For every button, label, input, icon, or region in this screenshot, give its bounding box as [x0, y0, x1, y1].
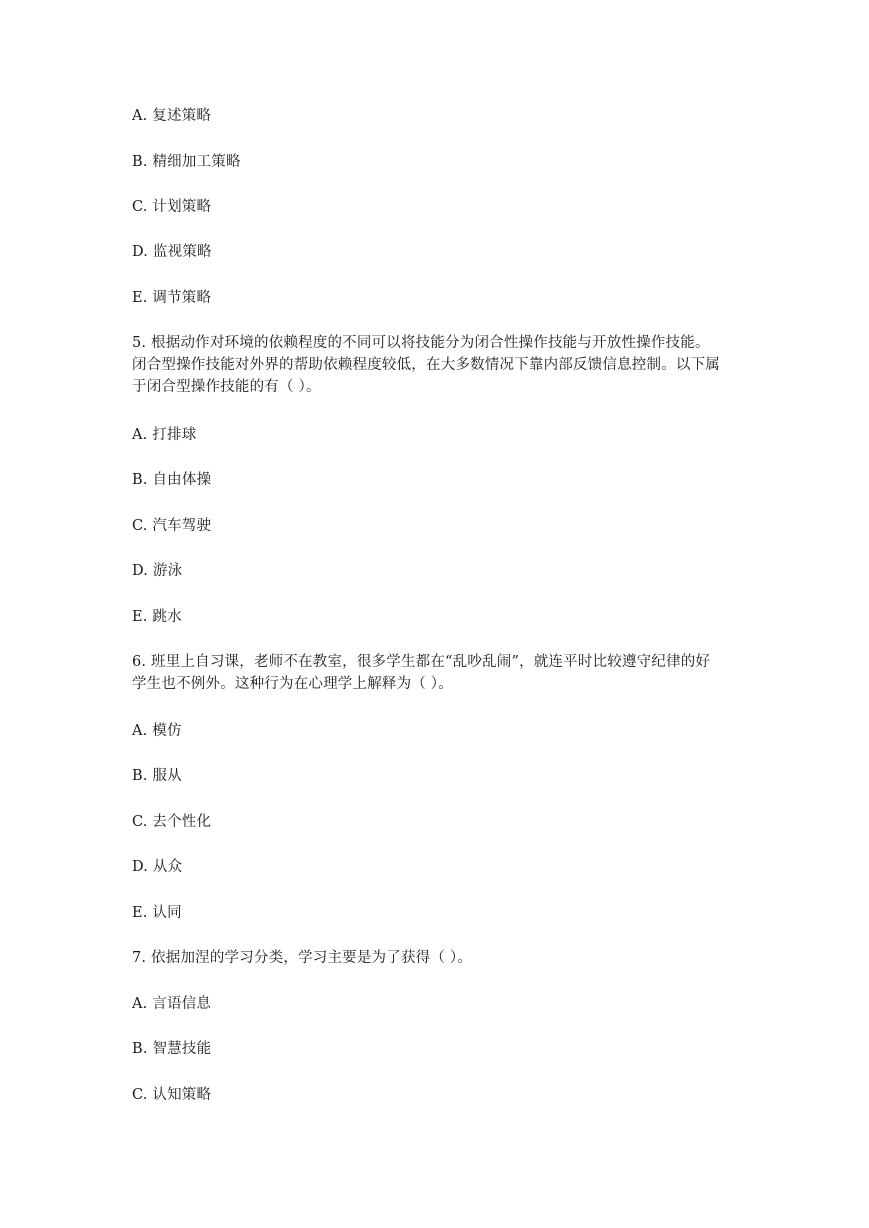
question-7-option-c: C. 认知策略 — [132, 1087, 212, 1103]
question-5 — [132, 332, 737, 398]
question-7-line-1: 7. 依据加涅的学习分类，学习主要是为了获得（ ）。 — [132, 950, 473, 966]
question-6 — [132, 651, 737, 695]
question-5-line-1: 5. 根据动作对环境的依赖程度的不同可以将技能分为闭合性操作技能与开放性操作技能。 — [132, 335, 710, 351]
option-d: D. 监视策略 — [132, 244, 212, 260]
question-5-line-2: 闭合型操作技能对外界的帮助依赖程度较低，在大多数情况下靠内部反馈信息控制。以下属 — [132, 357, 720, 373]
question-6-option-c: C. 去个性化 — [132, 814, 212, 830]
question-5-option-d: D. 游泳 — [132, 563, 183, 579]
question-6-option-d: D. 从众 — [132, 859, 183, 875]
question-5-line-3: 于闭合型操作技能的有（ ）。 — [132, 379, 321, 395]
option-e: E. 调节策略 — [132, 290, 212, 306]
question-7-option-a: A. 言语信息 — [132, 996, 212, 1012]
option-c: C. 计划策略 — [132, 199, 212, 215]
question-6-option-e: E. 认同 — [132, 905, 182, 921]
question-5-option-e: E. 跳水 — [132, 609, 182, 625]
option-a: A. 复述策略 — [132, 108, 212, 124]
question-7-option-b: B. 智慧技能 — [132, 1041, 212, 1057]
question-5-option-c: C. 汽车驾驶 — [132, 518, 212, 534]
question-6-option-a: A. 模仿 — [132, 723, 182, 739]
question-5-option-b: B. 自由体操 — [132, 472, 212, 488]
question-6-line-1: 6. 班里上自习课，老师不在教室，很多学生都在“乱吵乱闹”，就连平时比较遵守纪律的好 — [132, 654, 711, 670]
option-b: B. 精细加工策略 — [132, 154, 241, 170]
question-6-option-b: B. 服从 — [132, 768, 182, 784]
question-6-line-2: 学生也不例外。这种行为在心理学上解释为（ ）。 — [132, 676, 453, 692]
question-7 — [132, 947, 737, 969]
question-5-option-a: A. 打排球 — [132, 427, 197, 443]
